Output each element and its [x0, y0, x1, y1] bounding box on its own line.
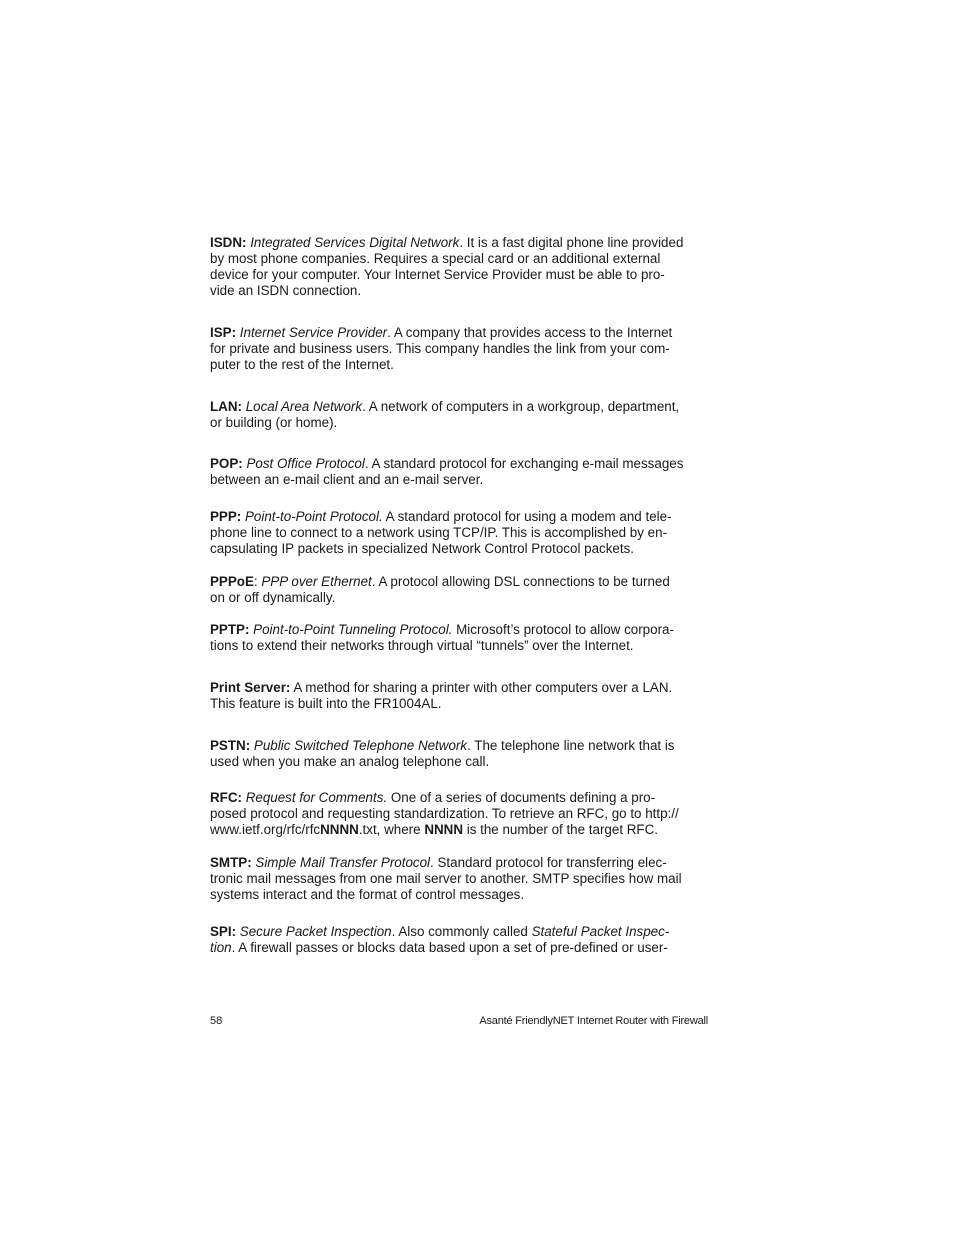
glossary-entry-isdn: ISDN: Integrated Services Digital Network. It is a fast digital phone line provided by most phone companies. Requires a special card or an additional external device for your computer. Your Internet Service Provider must be able to pro- vide an ISDN connection.: [210, 235, 684, 298]
page-number: 58: [210, 1015, 223, 1027]
term-expansion: Simple Mail Transfer Protocol: [255, 855, 431, 870]
term: Print Server:: [210, 680, 291, 695]
term: PPP:: [210, 509, 242, 524]
term: PPPoE: [210, 574, 254, 589]
term: SMTP:: [210, 855, 252, 870]
term: ISP:: [210, 325, 237, 340]
book-title: Asanté FriendlyNET Internet Router with Firewall: [479, 1015, 708, 1027]
term-expansion: PPP over Ethernet: [261, 574, 372, 589]
glossary-entry-rfc: RFC: Request for Comments. One of a series of documents defining a pro- posed protocol and requesting standardization. To retrieve an RFC, go to http:// www.ietf.org/rfc/rfcNNNN.txt, where NNNN is the number of the target RFC.: [210, 790, 679, 837]
term: POP:: [210, 456, 243, 471]
term-expansion: Post Office Protocol: [246, 456, 365, 471]
term-expansion: Request for Comments.: [245, 790, 388, 805]
term-expansion: Local Area Network: [245, 399, 363, 414]
glossary-entry-print-server: Print Server: A method for sharing a printer with other computers over a LAN. This feature is built into the FR1004AL.: [210, 680, 673, 711]
term: SPI:: [210, 924, 237, 939]
term-expansion: Secure Packet Inspection: [239, 924, 392, 939]
glossary-entry-lan: LAN: Local Area Network. A network of computers in a workgroup, department, or building (or home).: [210, 399, 680, 430]
term: LAN:: [210, 399, 242, 414]
term: RFC:: [210, 790, 242, 805]
glossary-entry-spi: SPI: Secure Packet Inspection. Also commonly called Stateful Packet Inspec- tion. A firewall passes or blocks data based upon a set of pre-defined or user-: [210, 924, 670, 955]
glossary-entry-isp: ISP: Internet Service Provider. A company that provides access to the Internet for private and business users. This company handles the link from your com- puter to the rest of the Internet.: [210, 325, 673, 372]
term: PPTP:: [210, 622, 250, 637]
glossary-entry-pstn: PSTN: Public Switched Telephone Network. The telephone line network that is used when you make an analog telephone call.: [210, 738, 675, 769]
glossary-entry-ppp: PPP: Point-to-Point Protocol. A standard protocol for using a modem and tele- phone line to connect to a network using TCP/IP. This is accomplished by en- capsulating IP packets in specialized Network Control Protocol packets.: [210, 509, 672, 556]
glossary-entry-pptp: PPTP: Point-to-Point Tunneling Protocol. Microsoft’s protocol to allow corpora- tions to extend their networks through virtual “tunnels” over the Internet.: [210, 622, 674, 653]
term: ISDN:: [210, 235, 247, 250]
term-expansion: Public Switched Telephone Network: [253, 738, 468, 753]
term-expansion: Point-to-Point Tunneling Protocol.: [253, 622, 453, 637]
term-expansion: Integrated Services Digital Network: [250, 235, 460, 250]
glossary-entry-smtp: SMTP: Simple Mail Transfer Protocol. Standard protocol for transferring elec- tronic mail messages from one mail server to another. SMTP specifies how mail systems interact and the format of control messages.: [210, 855, 682, 902]
term-expansion: Internet Service Provider: [239, 325, 388, 340]
term: PSTN:: [210, 738, 251, 753]
glossary-entry-pop: POP: Post Office Protocol. A standard protocol for exchanging e-mail messages between an e-mail client and an e-mail server.: [210, 456, 684, 487]
glossary-entry-pppoe: PPPoE: PPP over Ethernet. A protocol allowing DSL connections to be turned on or off dynamically.: [210, 574, 670, 605]
term-expansion: Point-to-Point Protocol.: [245, 509, 383, 524]
